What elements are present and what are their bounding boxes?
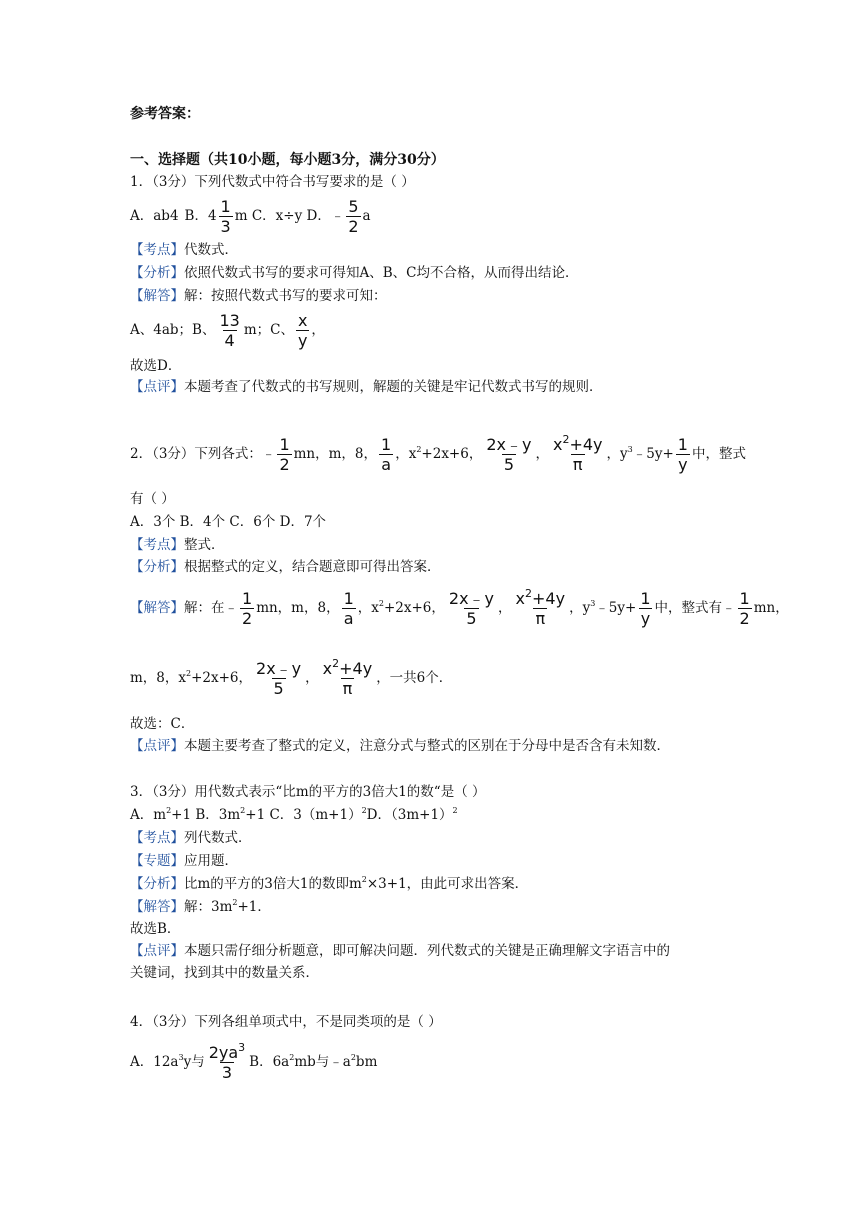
q2-you: 有（ ） [130,491,175,507]
q1-kaodian: 【考点】代数式． [130,242,238,258]
q1-dianping: 【点评】本题考查了代数式的书写规则，解题的关键是牢记代数式书写的规则． [130,379,603,395]
q1-options: A．ab4 B．4 $\frac{1}{3}$ m C．x÷y D．﹣ $\frac{5}{2}$ a [130,197,371,236]
q4-options: A．$12a^3y$与 $\frac{2ya^3}{3}$ B．$6a^2mb$与$﹣a^2bm$ [130,1041,378,1082]
q3-dianping: 【点评】本题只需仔细分析题意，即可解决问题．列代数式的关键是正确理解文字语言中的 [130,943,670,959]
q2-jieda: 【解答】解：在﹣ $\frac{1}{2}$ mn，m，8， $\frac{1}{a}$ ，$x^2+2x+6$， $\frac{2x﹣y}{5}$ ， $\frac{x^2+4y}{\pi}$ ，$y^3﹣5y+$ $\frac{1}{y}$ 中，整式有﹣ $\frac{1}{2}$ mn， [130,587,789,628]
q2-fenxi: 【分析】根据整式的定义，结合题意即可得出答案． [130,559,441,575]
q2-options: A．3个 B．4个 C．6个 D．7个 [130,514,327,530]
q3-jieda: 【解答】解：$3m^2+1$． [130,898,271,915]
page-title: 参考答案： [130,106,200,122]
fraction-13-4: $\frac{13}{4}$ [219,311,240,350]
q3-stem: 3．（3分）用代数式表示“比m的平方的3倍大1的数“是（ ） [130,784,486,800]
fraction-five-halves: $\frac{5}{2}$ [348,197,359,236]
fraction-x-y: $\frac{x}{y}$ [297,311,308,350]
q1-fenxi: 【分析】依照代数式书写的要求可得知A、B、C均不合格，从而得出结论． [130,265,579,281]
q1-choice: 故选D． [130,358,182,374]
q1-answer-line: A、4ab；B、 $\frac{13}{4}$ m；C、 $\frac{x}{y}$ ， [130,311,325,350]
q2-choice: 故选：C． [130,716,195,732]
q1-jieda: 【解答】解：按照代数式书写的要求可知： [130,288,387,304]
q3-zhuanti: 【专题】应用题． [130,853,238,869]
section-heading: 一、选择题（共10小题，每小题3分，满分30分） [130,152,445,168]
q3-dianping-cont: 关键词，找到其中的数量关系． [130,965,319,981]
q3-kaodian: 【考点】列代数式． [130,830,252,846]
q2-dianping: 【点评】本题主要考查了整式的定义，注意分式与整式的区别在于分母中是否含有未知数． [130,738,670,754]
fraction-one-third: $\frac{1}{3}$ [220,197,231,236]
q2-jieda-line2: m，8，$x^2+2x+6$， $\frac{2x﹣y}{5}$ ， $\frac{x^2+4y}{\pi}$ ，一共6个． [130,657,453,698]
q2-stem: 2．（3分）下列各式：﹣ $\frac{1}{2}$ mn，m，8， $\frac{1}{a}$ ，$x^2+2x+6$， $\frac{2x﹣y}{5}$ ， $\frac{x^2+4y}{\pi}$ ，$y^3﹣5y+$ $\frac{1}{y}$ 中，整式 [130,433,746,474]
q3-choice: 故选B． [130,921,181,937]
q4-stem: 4．（3分）下列各组单项式中，不是同类项的是（ ） [130,1014,442,1030]
q2-kaodian: 【考点】整式． [130,537,225,553]
q3-fenxi: 【分析】比m的平方的3倍大1的数即$m^2\times 3+1$，由此可求出答案． [130,875,529,892]
q1-stem: 1．（3分）下列代数式中符合书写要求的是（ ） [130,174,415,190]
q3-options: A．$m^2+1$ B．$3m^2+1$ C．$3(m+1)^2D$．$(3m+1)^2$ [130,806,458,823]
